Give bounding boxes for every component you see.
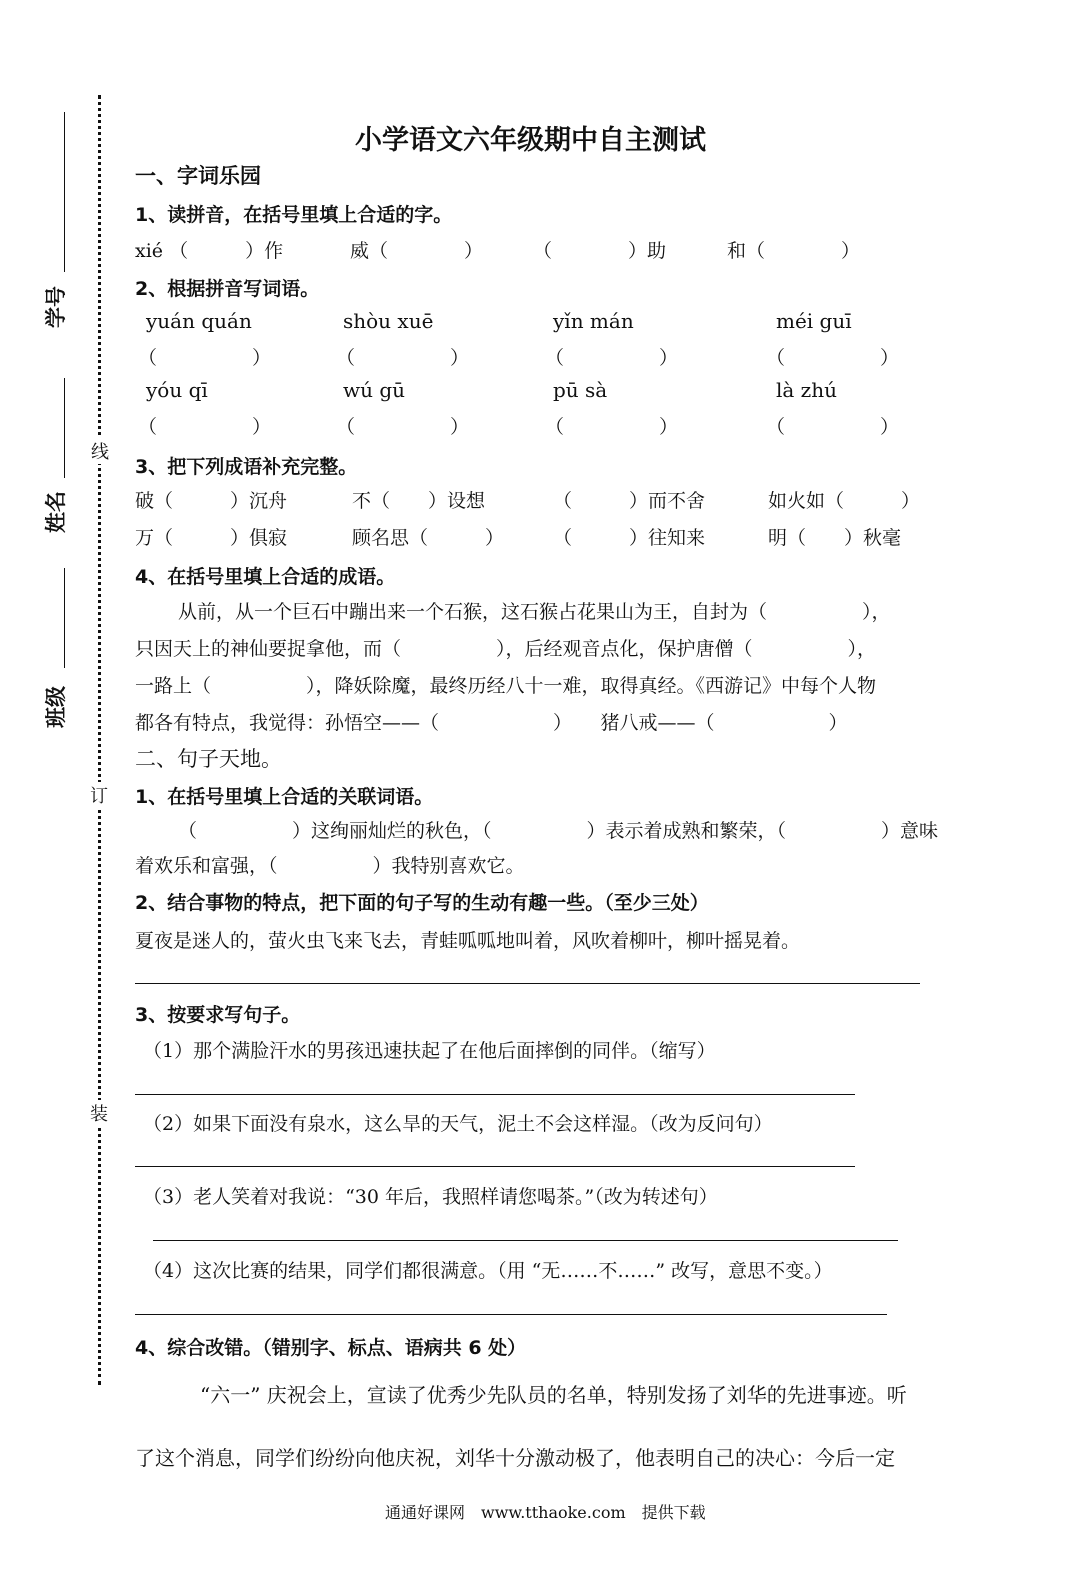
s2-q1-line: （ ）这绚丽灿烂的秋色，（ ）表示着成熟和繁荣，（ ）意味: [178, 820, 939, 842]
answer-line: [135, 983, 920, 984]
answer-paren: （ ）: [336, 347, 470, 369]
dotted-cut-line: [98, 95, 101, 1385]
xian-mark: 线: [91, 438, 109, 464]
ding-mark: 订: [90, 782, 108, 808]
answer-paren: （ ）: [545, 416, 679, 438]
pinyin-item: pū sà: [553, 378, 608, 402]
pinyin-item: méi guī: [776, 309, 852, 333]
q2-label: 2、根据拼音写词语。: [135, 278, 320, 300]
student-no-label: 学号: [44, 286, 68, 328]
q1-item: 和（ ）: [727, 240, 861, 262]
q1-item: （ ）助: [533, 240, 667, 262]
q4-line: 都各有特点，我觉得：孙悟空——（ ） 猪八戒——（ ）: [135, 712, 848, 734]
answer-line: [135, 1314, 887, 1315]
q3-label: 3、把下列成语补充完整。: [135, 456, 358, 478]
idiom-item: 顾名思（ ）: [352, 527, 505, 549]
s2-q3-item: （1）那个满脸汗水的男孩迅速扶起了在他后面摔倒的同伴。（缩写）: [143, 1040, 716, 1062]
q4-label: 4、在括号里填上合适的成语。: [135, 566, 396, 588]
answer-paren: （ ）: [766, 416, 900, 438]
s2-q1-line: 着欢乐和富强，（ ）我特别喜欢它。: [135, 855, 525, 877]
q1-label: 1、读拼音，在括号里填上合适的字。: [135, 204, 453, 226]
page-title: 小学语文六年级期中自主测试: [355, 125, 706, 156]
answer-paren: （ ）: [138, 347, 272, 369]
pinyin-item: yóu qī: [146, 378, 208, 402]
section2-heading: 二、句子天地。: [135, 747, 282, 771]
answer-paren: （ ）: [766, 347, 900, 369]
pinyin-item: shòu xuē: [343, 309, 434, 333]
s2-q3-item: （2）如果下面没有泉水，这么旱的天气，泥土不会这样湿。（改为反问句）: [143, 1113, 773, 1135]
s2-q4-line: 了这个消息，同学们纷纷向他庆祝，刘华十分激动极了，他表明自己的决心：今后一定: [135, 1446, 895, 1470]
answer-line: [135, 1094, 855, 1095]
student-no-line: [64, 112, 65, 272]
answer-line: [135, 1166, 855, 1167]
idiom-item: 万（ ）俱寂: [135, 527, 288, 549]
zhuang-mark: 装: [90, 1100, 108, 1126]
s2-q3-item: （4）这次比赛的结果，同学们都很满意。（用 “无……不……” 改写，意思不变。）: [143, 1260, 833, 1282]
q4-line: 只因天上的神仙要捉拿他，而（ ），后经观音点化，保护唐僧（ ），: [135, 638, 877, 660]
name-label: 姓名: [44, 491, 68, 533]
pinyin-item: yǐn mán: [553, 309, 634, 333]
q4-line: 一路上（ ），降妖除魔，最终历经八十一难，取得真经。《西游记》中每个人物: [135, 675, 877, 697]
q1-item: 威（ ）: [350, 240, 484, 262]
pinyin-item: là zhú: [776, 378, 837, 402]
s2-q4-line: “六一” 庆祝会上，宣读了优秀少先队员的名单，特别发扬了刘华的先进事迹。听: [200, 1383, 907, 1407]
class-label: 班级: [44, 686, 68, 728]
idiom-item: 不（ ）设想: [352, 490, 486, 512]
answer-paren: （ ）: [545, 347, 679, 369]
class-line: [64, 568, 65, 668]
s2-q2-label: 2、结合事物的特点，把下面的句子写的生动有趣一些。（至少三处）: [135, 892, 709, 914]
pinyin-item: yuán quán: [146, 309, 252, 333]
idiom-item: 明（ ）秋毫: [768, 527, 902, 549]
s2-q3-label: 3、按要求写句子。: [135, 1004, 301, 1026]
s2-q2-sentence: 夏夜是迷人的，萤火虫飞来飞去，青蛙呱呱地叫着，风吹着柳叶，柳叶摇晃着。: [135, 930, 801, 952]
idiom-item: 破（ ）沉舟: [135, 490, 288, 512]
idiom-item: 如火如（ ）: [768, 490, 921, 512]
section1-heading: 一、字词乐园: [135, 164, 261, 188]
q4-line: 从前，从一个巨石中蹦出来一个石猴，这石猴占花果山为王，自封为（ ），: [178, 601, 891, 623]
name-line: [64, 378, 65, 478]
idiom-item: （ ）而不舍: [553, 490, 706, 512]
s2-q1-label: 1、在括号里填上合适的关联词语。: [135, 786, 434, 808]
answer-paren: （ ）: [138, 416, 272, 438]
pinyin-item: wú gū: [343, 378, 406, 402]
page-footer: 通通好课网 www.tthaoke.com 提供下载: [385, 1503, 706, 1522]
idiom-item: （ ）往知来: [553, 527, 706, 549]
s2-q3-item: （3）老人笑着对我说：“30 年后，我照样请您喝茶。”（改为转述句）: [143, 1186, 718, 1208]
answer-line: [153, 1240, 898, 1241]
s2-q4-label: 4、综合改错。（错别字、标点、语病共 6 处）: [135, 1337, 527, 1359]
answer-paren: （ ）: [336, 416, 470, 438]
q1-item: xié （ ）作: [135, 240, 284, 262]
